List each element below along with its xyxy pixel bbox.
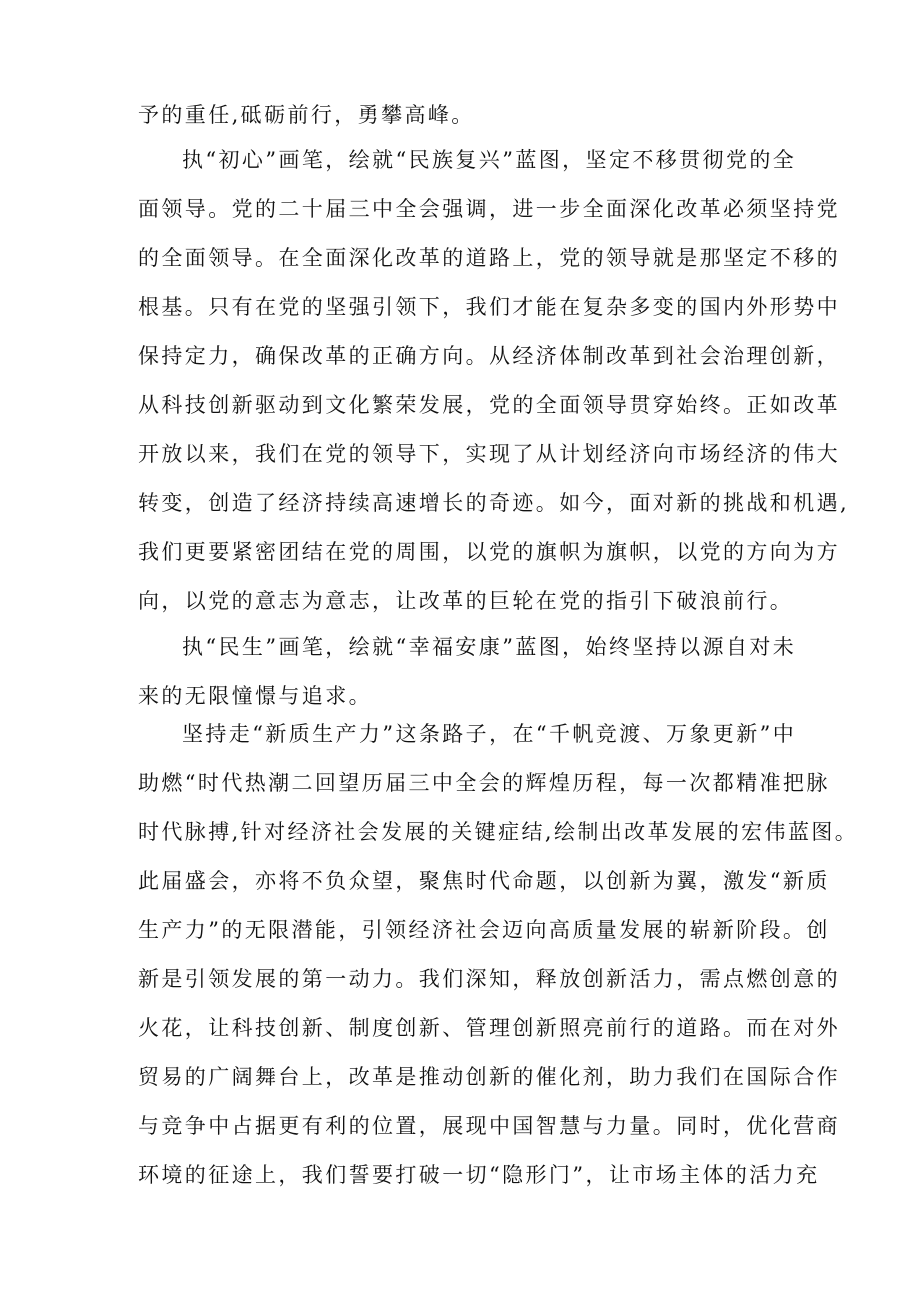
text-line: 向，以党的意志为意志，让改革的巨轮在党的指引下破浪前行。 (138, 589, 794, 613)
text-line: 时代脉搏,针对经济社会发展的关键症结,绘制出改革发展的宏伟蓝图。 (138, 820, 859, 844)
paragraph-party-leadership (138, 136, 850, 626)
text-line: 的全面领导。在全面深化改革的道路上，党的领导就是那坚定不移的 (138, 246, 840, 270)
text-line: 执“初心”画笔，绘就“民族复兴”蓝图，坚定不移贯彻党的全 (182, 148, 797, 172)
text-line: 予的重任,砥砺前行，勇攀高峰。 (138, 103, 475, 127)
text-line: 助燃“时代热潮二回望历届三中全会的辉煌历程，每一次都精准把脉 (138, 771, 830, 795)
text-line: 此届盛会，亦将不负众望，聚焦时代命题，以创新为翼，激发“新质 (138, 869, 830, 893)
text-line: 生产力”的无限潜能，引领经济社会迈向高质量发展的崭新阶段。创 (138, 918, 830, 942)
text-line: 转变，创造了经济持续高速增长的奇迹。如今，面对新的挑战和机遇, (138, 491, 850, 515)
paragraph-livelihood (138, 623, 798, 721)
text-line: 从科技创新驱动到文化繁荣发展，党的全面领导贯穿始终。正如改革 (138, 393, 840, 417)
text-line: 来的无限憧憬与追求。 (138, 684, 372, 708)
text-line: 新是引领发展的第一动力。我们深知，释放创新活力，需点燃创意的 (138, 967, 840, 991)
text-line: 环境的征途上，我们誓要打破一切“隐形门”，让市场主体的活力充 (138, 1163, 820, 1187)
text-line: 火花，让科技创新、制度创新、管理创新照亮前行的道路。而在对外 (138, 1016, 840, 1040)
text-line: 贸易的广阔舞台上，改革是推动创新的催化剂，助力我们在国际合作 (138, 1065, 840, 1089)
text-line: 我们更要紧密团结在党的周围，以党的旗帜为旗帜，以党的方向为方 (138, 540, 840, 564)
text-line: 与竞争中占据更有利的位置，展现中国智慧与力量。同时，优化营商 (138, 1114, 840, 1138)
text-line: 开放以来，我们在党的领导下，实现了从计划经济向市场经济的伟大 (138, 442, 840, 466)
paragraph-new-productivity (138, 710, 859, 1200)
text-line: 执“民生”画笔，绘就“幸福安康”蓝图，始终坚持以源自对未 (182, 635, 797, 659)
text-line: 坚持走“新质生产力”这条路子，在“千帆竞渡、万象更新”中 (182, 722, 797, 746)
text-line: 根基。只有在党的坚强引领下，我们才能在复杂多变的国内外形势中 (138, 295, 840, 319)
paragraph-continuation (138, 91, 798, 140)
text-line: 保持定力，确保改革的正确方向。从经济体制改革到社会治理创新， (138, 344, 840, 368)
text-line: 面领导。党的二十届三中全会强调，进一步全面深化改革必须坚持党 (138, 197, 840, 221)
